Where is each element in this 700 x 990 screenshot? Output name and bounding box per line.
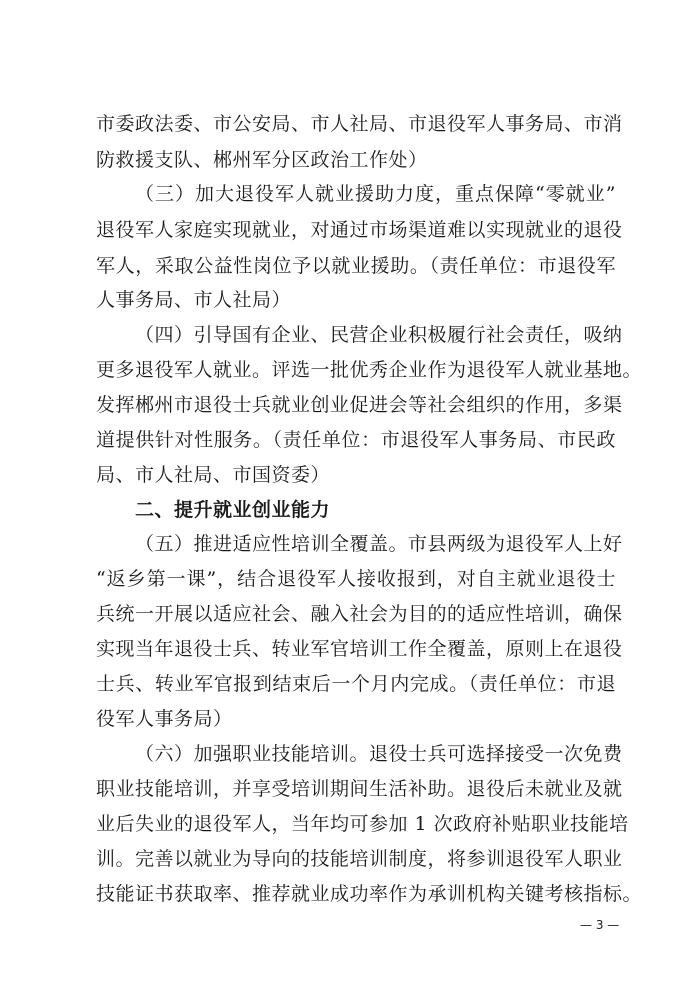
paragraph-line: 实现当年退役士兵、转业军官培训工作全覆盖，原则上在退役	[96, 638, 623, 660]
paragraph-line: 军人，采取公益性岗位予以就业援助。（责任单位：市退役军	[96, 255, 616, 277]
paragraph-line: 退役军人家庭实现就业，对通过市场渠道难以实现就业的退役	[96, 219, 623, 241]
paragraph-line: 训。完善以就业为导向的技能培训制度，将参训退役军人职业	[96, 848, 623, 870]
paragraph-line: 防救援支队、郴州军分区政治工作处）	[96, 149, 428, 171]
paragraph-line: 道提供针对性服务。（责任单位：市退役军人事务局、市民政	[96, 429, 616, 451]
paragraph-line: “返乡第一课”，结合退役军人接收报到，对自主就业退役士	[96, 568, 616, 590]
paragraph-line: （五）推进适应性培训全覆盖。市县两级为退役军人上好	[135, 533, 623, 555]
paragraph-line: 局、市人社局、市国资委）	[96, 464, 331, 486]
paragraph-line: （四）引导国有企业、民营企业积极履行社会责任，吸纳	[135, 324, 623, 346]
paragraph-line: 发挥郴州市退役士兵就业创业促进会等社会组织的作用，多渠	[96, 394, 623, 416]
page-number: — 3 —	[580, 918, 620, 932]
paragraph-line: （六）加强职业技能培训。退役士兵可选择接受一次免费	[135, 743, 623, 765]
paragraph-line: 市委政法委、市公安局、市人社局、市退役军人事务局、市消	[96, 113, 623, 135]
paragraph-line: 职业技能培训，并享受培训期间生活补助。退役后未就业及就	[96, 778, 623, 800]
paragraph-line: 技能证书获取率、推荐就业成功率作为承训机构关键考核指标。	[96, 883, 643, 905]
paragraph-line: 兵统一开展以适应社会、融入社会为目的的适应性培训，确保	[96, 603, 623, 625]
paragraph-line: 人事务局、市人社局）	[96, 289, 292, 311]
paragraph-line: 士兵、转业军官报到结束后一个月内完成。（责任单位：市退	[96, 673, 616, 695]
paragraph-line: 业后失业的退役军人，当年均可参加 1 次政府补贴职业技能培	[96, 813, 629, 835]
section-heading: 二、提升就业创业能力	[135, 499, 331, 521]
paragraph-line: 役军人事务局）	[96, 708, 233, 730]
paragraph-line: （三）加大退役军人就业援助力度，重点保障“零就业”	[135, 183, 616, 205]
paragraph-line: 更多退役军人就业。评选一批优秀企业作为退役军人就业基地。	[96, 359, 643, 381]
